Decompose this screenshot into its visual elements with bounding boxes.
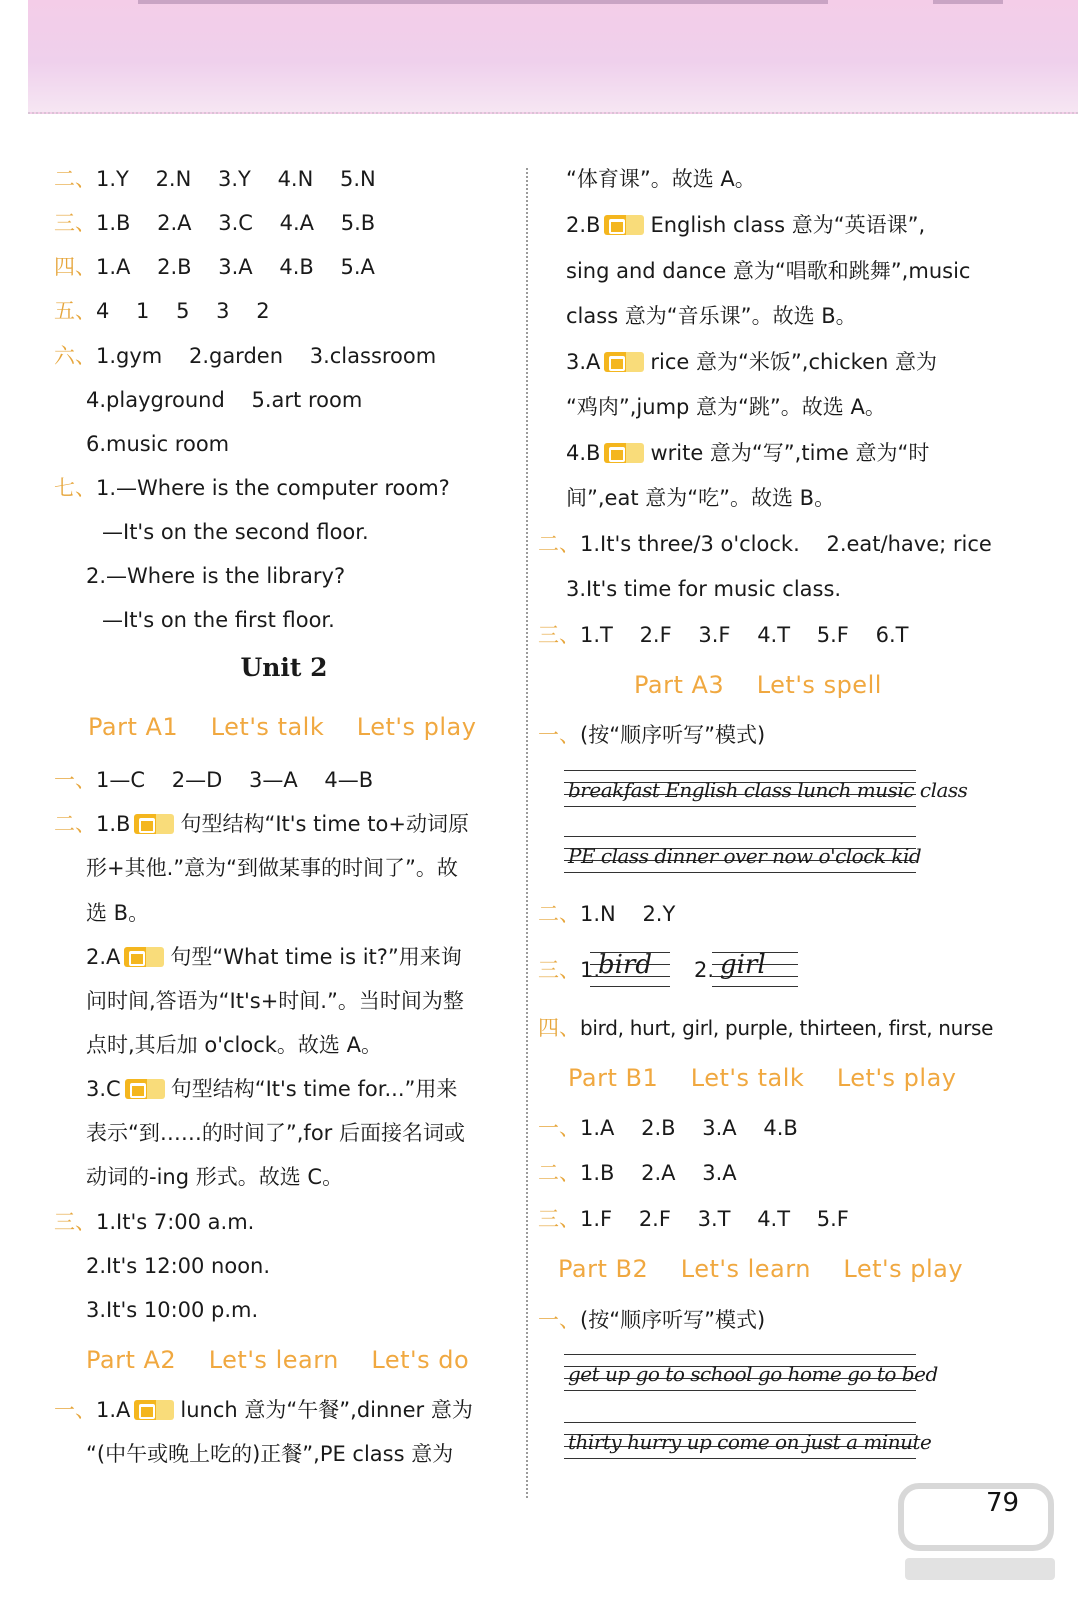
handwriting-lines bbox=[564, 766, 968, 812]
answer-row: 六、1.gym 2.garden 3.classroom bbox=[54, 344, 437, 368]
part-a3-title: Part A3 Let's spell bbox=[634, 671, 882, 699]
analysis-icon bbox=[124, 947, 164, 967]
answer-row: 三、1.T 2.F 3.F 4.T 5.F 6.T bbox=[538, 623, 909, 647]
answer-row: 七、1.—Where is the computer room? bbox=[54, 476, 450, 500]
analysis-icon bbox=[134, 1400, 174, 1420]
handwriting-lines bbox=[564, 832, 922, 878]
handwriting-lines bbox=[564, 1350, 938, 1396]
explanation-row: 动词的-ing 形式。故选 C。 bbox=[86, 1165, 344, 1189]
header-banner bbox=[28, 0, 1078, 114]
header-stripe bbox=[933, 0, 1003, 4]
explanation-row: 2.B English class 意为“英语课”, bbox=[566, 213, 926, 237]
handwriting-text: PE class dinner over now o'clock kid bbox=[568, 844, 922, 868]
analysis-icon bbox=[604, 352, 644, 372]
answer-row: —It's on the first floor. bbox=[102, 608, 335, 632]
explanation-row: 4.B write 意为“写”,time 意为“时 bbox=[566, 441, 930, 465]
answer-row: 四、1.A 2.B 3.A 4.B 5.A bbox=[54, 255, 375, 279]
handwriting-lines bbox=[712, 946, 798, 986]
explanation-row: “鸡肉”,jump 意为“跳”。故选 A。 bbox=[566, 395, 886, 419]
analysis-icon bbox=[604, 443, 644, 463]
answer-row: 二、1.N 2.Y bbox=[538, 902, 676, 926]
handwriting-word: girl bbox=[720, 950, 766, 980]
mode-row: 一、(按“顺序听写”模式) bbox=[538, 1308, 766, 1332]
explanation-row: 问时间,答语为“It's+时间.”。当时间为整 bbox=[86, 989, 464, 1013]
part-b2-title: Part B2 Let's learn Let's play bbox=[558, 1255, 964, 1283]
answer-row: 一、1.A 2.B 3.A 4.B bbox=[538, 1116, 798, 1140]
handwriting-lines bbox=[590, 946, 670, 986]
explanation-row: class 意为“音乐课”。故选 B。 bbox=[566, 304, 857, 328]
analysis-icon bbox=[604, 215, 644, 235]
analysis-icon bbox=[134, 814, 174, 834]
explanation-row: 二、1.B 句型结构“It's time to+动词原 bbox=[54, 812, 469, 836]
part-a2-title: Part A2 Let's learn Let's do bbox=[86, 1346, 470, 1374]
explanation-row: 间”,eat 意为“吃”。故选 B。 bbox=[566, 486, 836, 510]
answer-row: 三、1.F 2.F 3.T 4.T 5.F bbox=[538, 1207, 849, 1231]
answer-row: 4.playground 5.art room bbox=[86, 388, 363, 412]
answer-row: 三、1.B 2.A 3.C 4.A 5.B bbox=[54, 211, 376, 235]
column-divider bbox=[526, 168, 528, 1498]
answer-row: 6.music room bbox=[86, 432, 230, 456]
handwriting-lines bbox=[564, 1418, 932, 1464]
answer-row: 二、1.It's three/3 o'clock. 2.eat/have; rice bbox=[538, 532, 992, 556]
answer-row: —It's on the second floor. bbox=[102, 520, 369, 544]
explanation-row: 一、1.A lunch 意为“午餐”,dinner 意为 bbox=[54, 1398, 473, 1422]
answer-row: 二、1.Y 2.N 3.Y 4.N 5.N bbox=[54, 167, 376, 191]
part-a1-title: Part A1 Let's talk Let's play bbox=[88, 713, 477, 741]
explanation-row: 3.A rice 意为“米饭”,chicken 意为 bbox=[566, 350, 938, 374]
explanation-row: “(中午或晚上吃的)正餐”,PE class 意为 bbox=[86, 1442, 454, 1466]
unit-title: Unit 2 bbox=[240, 653, 328, 682]
answer-row: 3.It's 10:00 p.m. bbox=[86, 1298, 259, 1322]
watermark-logo bbox=[895, 1478, 1063, 1588]
answer-row: 二、1.B 2.A 3.A bbox=[538, 1161, 737, 1185]
answer-row: 一、1—C 2—D 3—A 4—B bbox=[54, 768, 374, 792]
explanation-row: sing and dance 意为“唱歌和跳舞”,music bbox=[566, 259, 971, 283]
answer-row: 四、bird, hurt, girl, purple, thirteen, first, nurse bbox=[538, 1016, 994, 1040]
analysis-icon bbox=[125, 1079, 165, 1099]
header-stripe bbox=[138, 0, 828, 4]
explanation-row: 2.A 句型“What time is it?”用来询 bbox=[86, 945, 462, 969]
handwriting-word: bird bbox=[598, 950, 653, 980]
answer-row: 2. bbox=[694, 958, 715, 982]
mode-row: 一、(按“顺序听写”模式) bbox=[538, 723, 766, 747]
explanation-row: 形+其他.”意为“到做某事的时间了”。故 bbox=[86, 856, 458, 880]
page-number: 79 bbox=[986, 1488, 1020, 1518]
explanation-row: “体育课”。故选 A。 bbox=[566, 167, 756, 191]
handwriting-text: get up go to school go home go to bed bbox=[568, 1362, 938, 1386]
explanation-row: 表示“到……的时间了”,for 后面接名词或 bbox=[86, 1121, 465, 1145]
handwriting-text: thirty hurry up come on just a minute bbox=[568, 1430, 932, 1454]
answer-row: 2.It's 12:00 noon. bbox=[86, 1254, 271, 1278]
answer-row: 2.—Where is the library? bbox=[86, 564, 346, 588]
answer-row: 三、1.It's 7:00 a.m. bbox=[54, 1210, 255, 1234]
explanation-row: 3.C 句型结构“It's time for...”用来 bbox=[86, 1077, 458, 1101]
handwriting-text: breakfast English class lunch music class bbox=[568, 778, 968, 802]
explanation-row: 点时,其后加 o'clock。故选 A。 bbox=[86, 1033, 382, 1057]
answer-row: 五、4 1 5 3 2 bbox=[54, 299, 270, 323]
answer-row: 三、1. bbox=[538, 958, 601, 982]
answer-row: 3.It's time for music class. bbox=[566, 577, 842, 601]
explanation-row: 选 B。 bbox=[86, 901, 150, 925]
part-b1-title: Part B1 Let's talk Let's play bbox=[568, 1064, 957, 1092]
